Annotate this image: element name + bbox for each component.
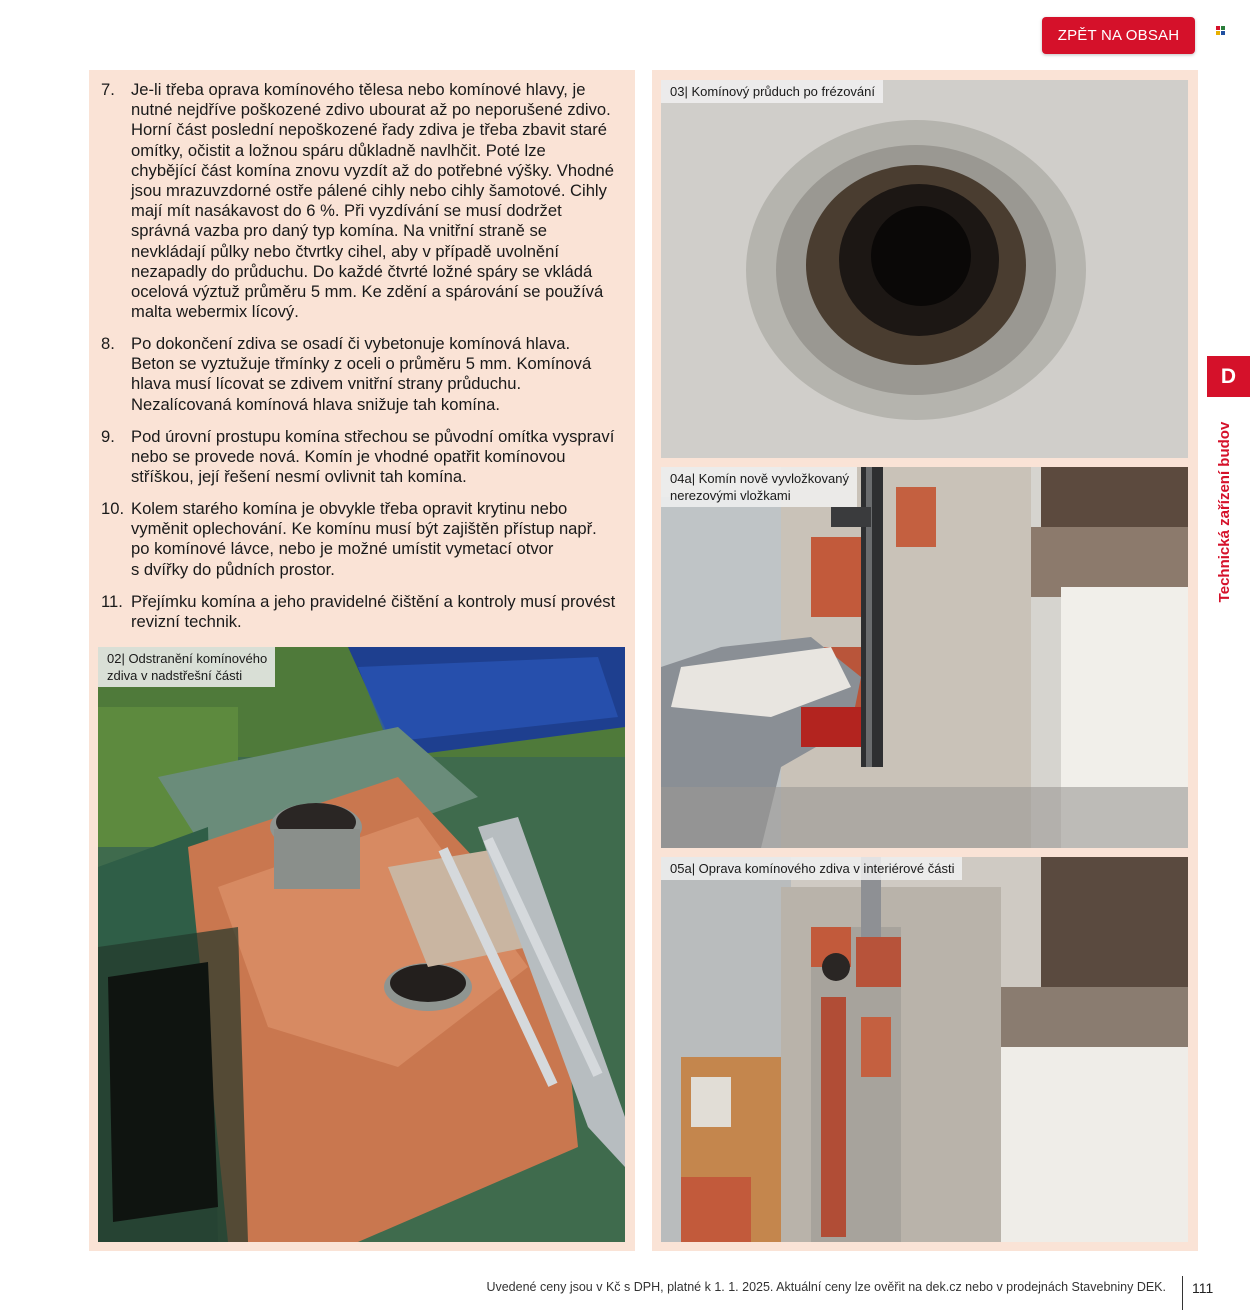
page-number: 111 bbox=[1192, 1280, 1214, 1296]
item-line: po komínové lávce, nebo je možné umístit vymetací otvor bbox=[131, 539, 554, 559]
photo-caption: 05a| Oprava komínového zdiva v interiérové části bbox=[661, 857, 962, 880]
item-number: 11. bbox=[101, 592, 123, 611]
photo-interior-masonry bbox=[661, 857, 1188, 1242]
item-line: chybějící část komína znovu vyzdít až do potřebné výšky. Vhodné bbox=[131, 160, 615, 180]
item-line: nebo se provede nová. Komín je vhodné opatřit komínovou bbox=[131, 447, 566, 467]
photo-caption: 04a| Komín nově vyvložkovaný nerezovými vložkami bbox=[661, 467, 857, 507]
item-line: Po dokončení zdiva se osadí či vybetonuje komínová hlava. bbox=[131, 334, 571, 353]
footer-divider bbox=[1182, 1276, 1183, 1310]
item-line: správná vazba pro daný typ komína. Na vnitřní straně se bbox=[131, 221, 547, 241]
item-line: nevkládají půlky nebo čtvrtky cihel, aby v případě uvolnění bbox=[131, 241, 559, 261]
item-line: ocelová výztuž průměru 5 mm. Ke zdění a spárování se používá bbox=[131, 282, 604, 302]
item-line: Nezalícovaná komínová hlava snižuje tah komína. bbox=[131, 394, 500, 414]
item-line: Kolem starého komína je obvykle třeba opravit krytinu nebo bbox=[131, 499, 568, 518]
item-line: nezapadly do průduchu. Do každé čtvrté ložné spáry se vkládá bbox=[131, 261, 593, 281]
item-number: 7. bbox=[101, 80, 115, 99]
photo-stainless-liner bbox=[661, 467, 1188, 848]
item-number: 8. bbox=[101, 334, 115, 353]
item-line: vyměnit oplechování. Ke komínu musí být zajištěn přístup např. bbox=[131, 519, 597, 539]
brand-logo-icon bbox=[1216, 26, 1226, 36]
item-line: malta webermix lícový. bbox=[131, 302, 299, 322]
item-line: Beton se vyztužuje třmínky z oceli o průměru 5 mm. Komínová bbox=[131, 354, 592, 374]
item-number: 9. bbox=[101, 427, 115, 446]
back-to-contents-button[interactable]: ZPĚT NA OBSAH bbox=[1042, 17, 1195, 54]
item-line: Je-li třeba oprava komínového tělesa nebo komínové hlavy, je bbox=[131, 80, 586, 99]
item-line: Horní část poslední nepoškozené řady zdiva je třeba zbavit staré bbox=[131, 120, 607, 140]
photo-chimney-rooftop bbox=[98, 647, 625, 1242]
item-line: stříškou, její řešení nesmí ovlivnit tah komína. bbox=[131, 467, 467, 487]
photo-caption: 02| Odstranění komínového zdiva v nadstřešní části bbox=[98, 647, 275, 687]
item-line: Pod úrovní prostupu komína střechou se původní omítka vyspraví bbox=[131, 427, 615, 446]
footer-price-note: Uvedené ceny jsou v Kč s DPH, platné k 1. 1. 2025. Aktuální ceny lze ověřit na dek.cz nebo v prodejnách Stavebniny DEK. bbox=[486, 1280, 1166, 1294]
item-line: s dvířky do půdních prostor. bbox=[131, 559, 335, 579]
item-line: revizní technik. bbox=[131, 612, 242, 632]
photo-caption: 03| Komínový průduch po frézování bbox=[661, 80, 883, 103]
photo-milled-flue bbox=[661, 80, 1188, 458]
item-line: nutné nejdříve poškozené zdivo ubourat až po neporušené zdivo. bbox=[131, 100, 611, 120]
item-line: mají mít nasákavost do 6 %. Při vyzdívání se musí dodržet bbox=[131, 201, 562, 221]
item-line: jsou mrazuvzdorné ostře pálené cihly nebo cihly šamotové. Cihly bbox=[131, 181, 607, 201]
item-line: omítky, očistit a ložnou spáru důkladně navlhčit. Poté lze bbox=[131, 140, 546, 160]
item-line: Přejímku komína a jeho pravidelné čištění a kontroly musí provést bbox=[131, 592, 616, 611]
item-number: 10. bbox=[101, 499, 125, 518]
section-letter-tab[interactable]: D bbox=[1207, 356, 1250, 397]
item-line: hlava musí lícovat se zdivem vnitřní strany průduchu. bbox=[131, 374, 522, 394]
